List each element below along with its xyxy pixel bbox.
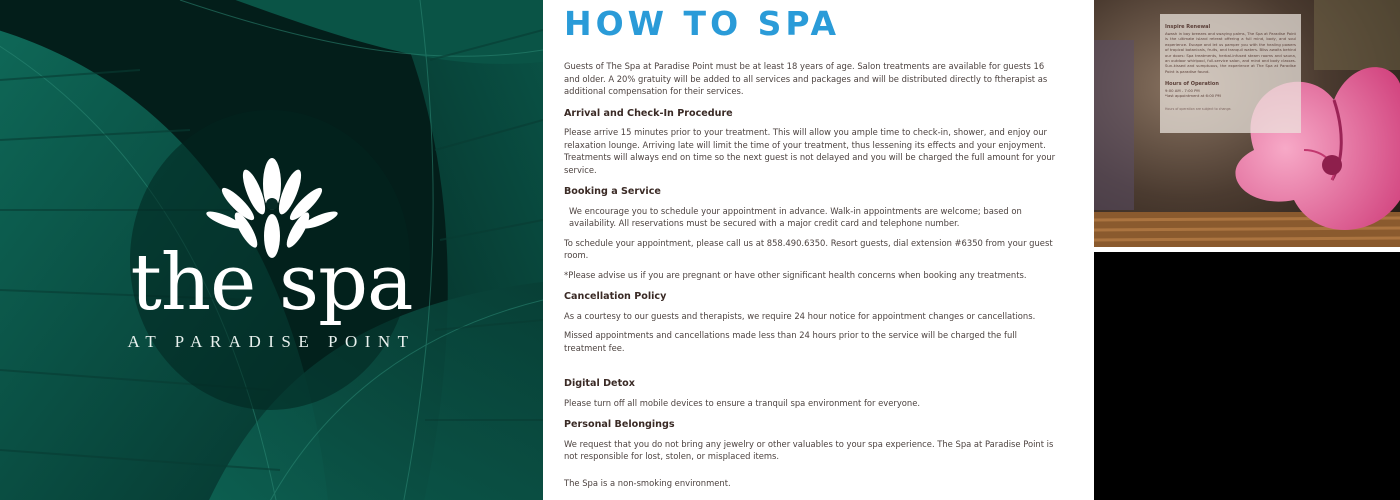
hours-range: 9:00 AM - 7:00 PM	[1165, 88, 1200, 94]
belongings-text: We request that you do not bring any jewelry or other valuables to your spa experience. The Spa at Paradise Point is not responsible for lost, stolen, or misplaced items.	[564, 438, 1054, 461]
cancellation-notice-text: As a courtesy to our guests and therapists, we require 24 hour notice for appointment changes or cancellations.	[564, 310, 1036, 321]
booking-health-note: *Please advise us if you are pregnant or have other significant health concerns when booking any treatments.	[564, 269, 1027, 280]
blank-panel	[1094, 252, 1400, 500]
digital-detox-heading: Digital Detox	[564, 378, 635, 389]
booking-phone-text: To schedule your appointment, please call us at 858.490.6350. Resort guests, dial extension #6350 from your guest room.	[564, 237, 1053, 260]
belongings-heading: Personal Belongings	[564, 419, 675, 430]
arrival-text: Please arrive 15 minutes prior to your treatment. This will allow you ample time to check-in, shower, and enjoy our relaxation lounge. Arriving late will limit the time of your treatment, thus lessening its effects and your enjoyment. Treatments will always end on time so the next guest is not delayed and you will be charged the full amount for your service.	[564, 127, 1056, 175]
flower-photo-panel	[1094, 0, 1400, 247]
brand-lockup	[0, 150, 543, 351]
intro-paragraph: Guests of The Spa at Paradise Point must be at least 18 years of age. Salon treatments are available for guests 16 and older. A 20% gratuity will be added to all services and packages and will be distributed directly to ftherapist as additional compensation for their services.	[564, 61, 1048, 96]
cancellation-fee-text: Missed appointments and cancellations made less than 24 hours prior to the service will be charged the full treatment fee.	[564, 330, 1017, 353]
section-spacer	[564, 361, 1059, 368]
cancellation-heading: Cancellation Policy	[564, 291, 667, 302]
digital-detox-text: Please turn off all mobile devices to ensure a tranquil spa environment for everyone.	[564, 397, 921, 408]
section-spacer	[564, 470, 1059, 477]
card-body: Awash in bay breezes and swaying palms, The Spa at Paradise Point is the ultimate island retreat offering a full mind, body, and soul experience. Escape and let us pamper you with the healing powers of tropical botanicals, fruits, and tranquil waters. Bliss awaits behind our doors: Spa treatments, herbal-infused steam rooms and sauna, an outdoor whirlpool, full-service salon, and mind and body classes. Sun-kissed and sumptuous, the experience at The Spa at Paradise Point is paradise found.	[1165, 31, 1296, 74]
card-title: Inspire Renewal	[1165, 24, 1211, 30]
non-smoking-text: The Spa is a non-smoking environment.	[564, 477, 731, 488]
policy-content	[564, 60, 1059, 496]
booking-text: We encourage you to schedule your appointment in advance. Walk-in appointments are welcome; based on availability. All reservations must be secured with a major credit card and telephone number.	[569, 205, 1022, 228]
spa-info-card	[1160, 14, 1301, 133]
last-appointment: *last appointment at 6:00 PM	[1165, 93, 1221, 99]
page-title: HOW TO SPA	[564, 4, 841, 43]
arrival-heading: Arrival and Check-In Procedure	[564, 107, 733, 119]
brand-subline: AT PARADISE POINT	[127, 332, 416, 351]
hours-disclaimer: Hours of operation are subject to change.	[1165, 106, 1232, 111]
leaf-cover-panel	[0, 0, 543, 500]
hours-title: Hours of Operation	[1165, 81, 1219, 88]
booking-heading: Booking a Service	[564, 186, 661, 197]
spa-policies-page	[543, 0, 1094, 500]
brand-wordmark: the spa	[130, 238, 413, 328]
